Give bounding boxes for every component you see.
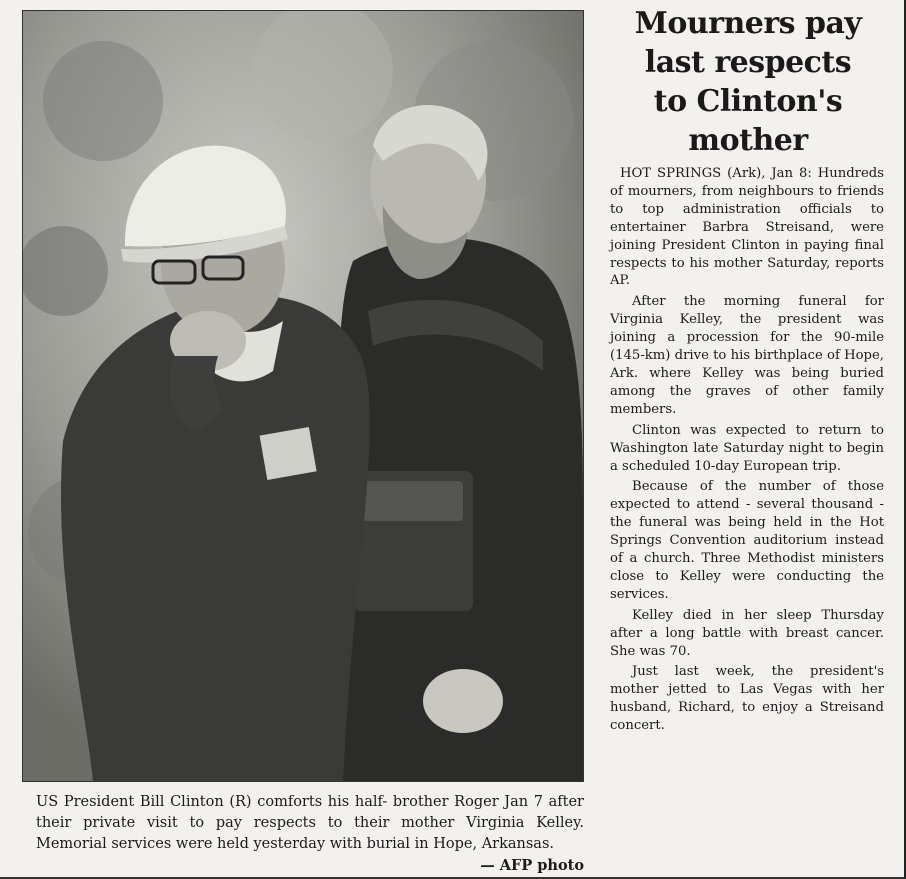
caption-text: US President Bill Clinton (R) comforts his half- brother Roger Jan 7 after their private visit to pay respects to their mother Virginia Kelley. Memorial services were held yesterday with burial in Hope, Arkansas. <box>36 794 584 852</box>
article-paragraph: Kelley died in her sleep Thursday after a long battle with breast cancer. She was 70. <box>610 607 884 659</box>
article-paragraph: Clinton was expected to return to Washington late Saturday night to begin a scheduled 10-day European trip. <box>610 422 884 474</box>
article-paragraph: Just last week, the president's mother jetted to Las Vegas with her husband, Richard, to enjoy a Streisand concert. <box>610 664 884 734</box>
headline <box>602 4 894 160</box>
headline-line: mother <box>688 123 808 158</box>
photo-caption <box>36 792 584 876</box>
headline-line: to Clinton's <box>653 84 843 119</box>
photo-credit: — AFP photo <box>480 857 584 874</box>
photo-illustration <box>23 11 583 781</box>
headline-line: last respects <box>644 45 852 80</box>
article-paragraph: After the morning funeral for Virginia Kelley, the president was joining a procession for the 90-mile (145-km) drive to his birthplace of Hope, Ark. where Kelley was being buried among the graves of other family members. <box>610 294 884 417</box>
headline-line: Mourners pay <box>634 6 862 41</box>
news-photo <box>22 10 584 782</box>
article-paragraph: HOT SPRINGS (Ark), Jan 8: Hundreds of mourners, from neighbours to friends to top administration officials to entertainer Barbra Streisand, were joining President Clinton in paying final respects to his mother Saturday, reports AP. <box>610 166 884 289</box>
article-paragraph: Because of the number of those expected to attend - several thousand - the funeral was being held in the Hot Springs Convention auditorium instead of a church. Three Methodist ministers close to Kelley were conducting the services. <box>610 479 884 602</box>
article-body <box>610 165 884 738</box>
